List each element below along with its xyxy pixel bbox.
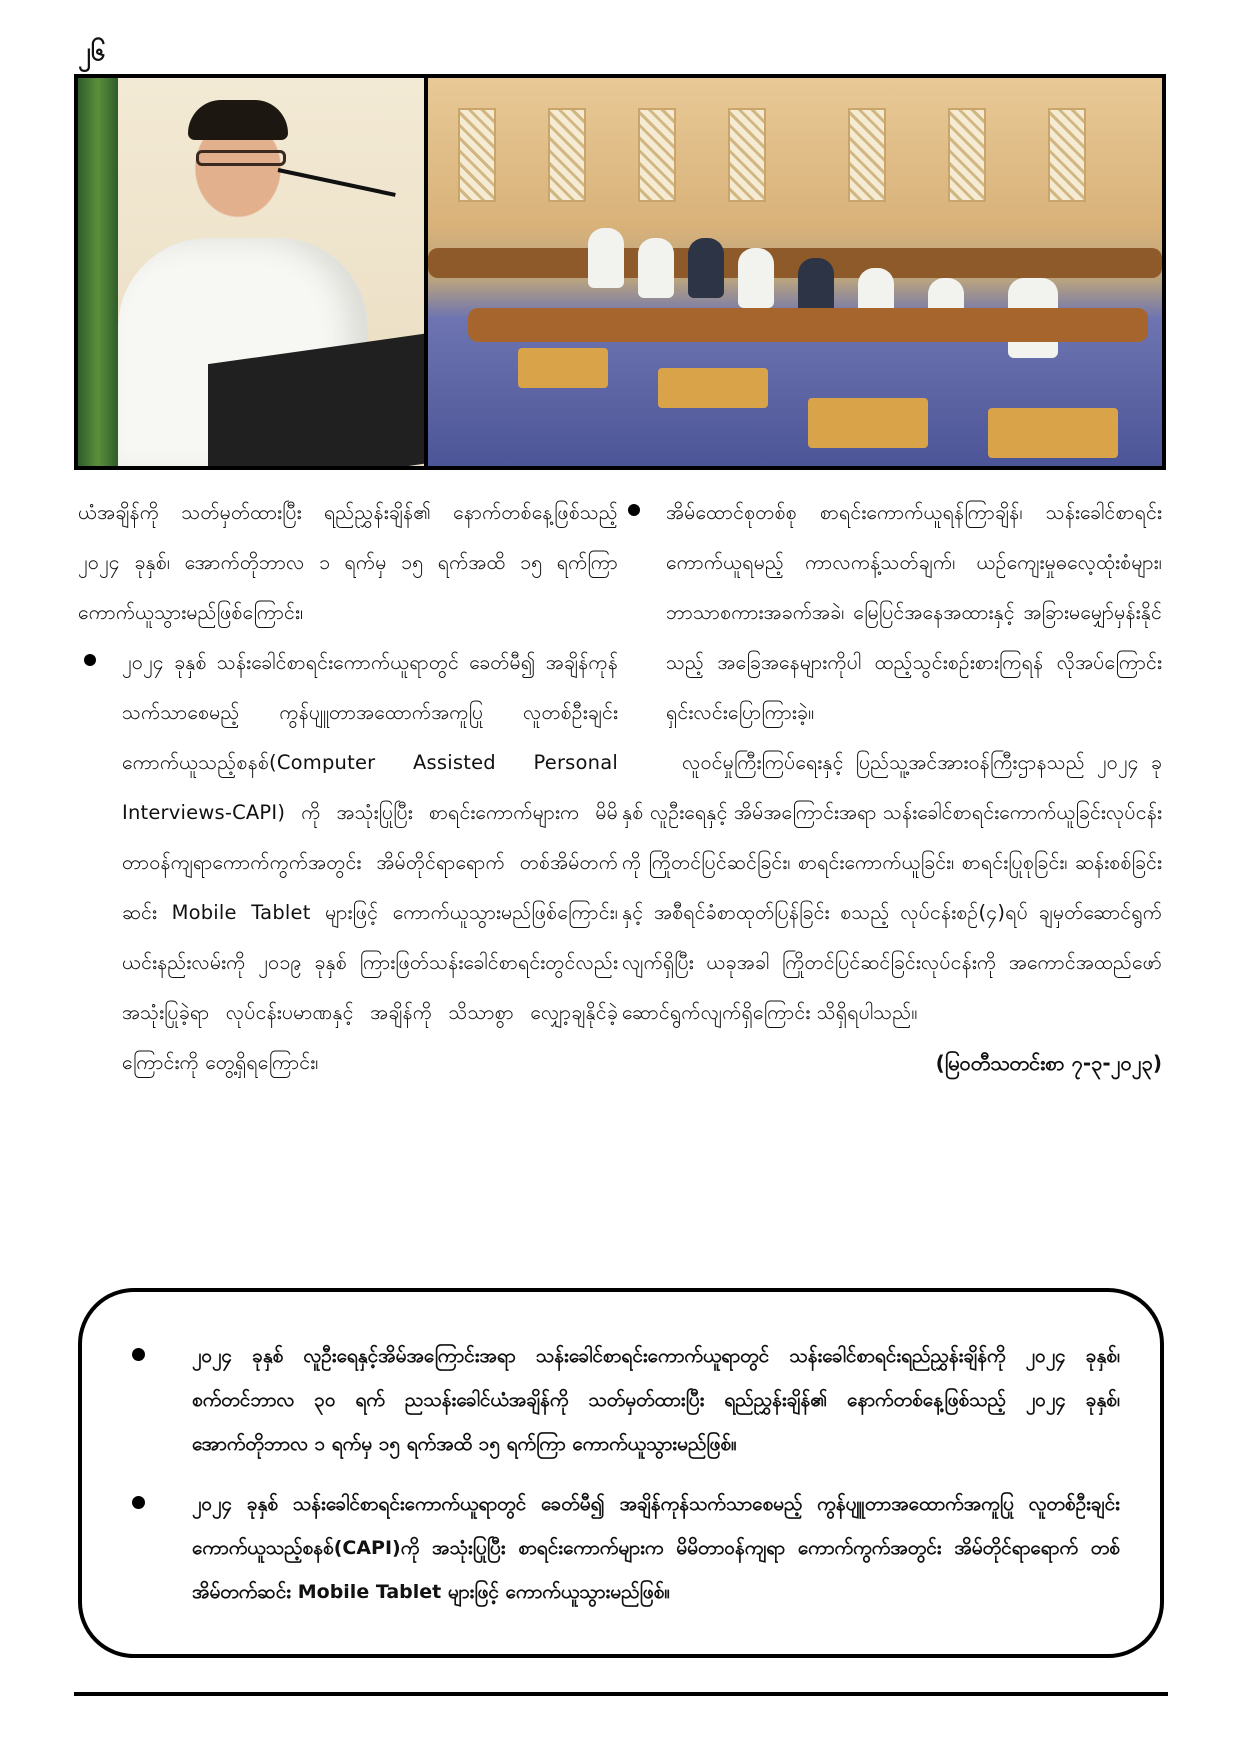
bullet-text: ၂၀၂၄ ခုနှစ် သန်းခေါင်စာရင်းကောက်ယူရာတွင် ခေတ်မီ၍ အချိန်ကုန်သက်သာစေမည့် ကွန်ပျူတာအထောက်အကူပြု လူတစ်ဦးချင်းကောက်ယူသည့်စနစ်(Computer Assisted Personal Interviews-CAPI) ကို အသုံးပြုပြီး စာရင်းကောက်များက မိမိတာဝန်ကျရာကောက်ကွက်အတွင်း အိမ်တိုင်ရာရောက် တစ်အိမ်တက်ဆင်း Mobile Tablet များဖြင့် ကောက်ယူသွားမည်ဖြစ်ကြောင်း၊ ယင်းနည်းလမ်းကို ၂၀၁၉ ခုနှစ် ကြားဖြတ်သန်းခေါင်စာရင်းတွင်လည်း အသုံးပြုခဲ့ရာ လုပ်ငန်းပမာဏနှင့် အချိန်ကို သိသာစွာ လျှော့ချနိုင်ခဲ့ကြောင်းကို တွေ့ရှိရကြောင်း၊ [122, 651, 618, 1074]
summary-item [132, 1334, 1120, 1466]
bullet-paragraph [622, 488, 1162, 738]
speaker-at-lectern-photo [78, 78, 428, 466]
bullet-icon [132, 1496, 145, 1509]
bullet-text: အိမ်ထောင်စုတစ်စု စာရင်းကောက်ယူရန်ကြာချိန်၊ သန်းခေါင်စာရင်းကောက်ယူရမည့် ကာလကန့်သတ်ချက်၊ ယဉ်ကျေးမှုဓလေ့ထုံးစံများ၊ ဘာသာစကားအခက်အခဲ၊ မြေပြင်အနေအထားနှင့် အခြားမမျှော်မှန်းနိုင်သည့် အခြေအနေများကိုပါ ထည့်သွင်းစဉ်းစားကြရန် လိုအပ်ကြောင်း ရှင်းလင်းပြောကြားခဲ့။ [666, 501, 1162, 724]
body-paragraph: လူဝင်မှုကြီးကြပ်ရေးနှင့် ပြည်သူ့အင်အားဝန်ကြီးဌာနသည် ၂၀၂၄ ခုနှစ် လူဦးရေနှင့် အိမ်အကြောင်းအရာ သန်းခေါင်စာရင်းကောက်ယူခြင်းလုပ်ငန်းကို ကြိုတင်ပြင်ဆင်ခြင်း၊ စာရင်းကောက်ယူခြင်း၊ စာရင်းပြုစုခြင်း၊ ဆန်းစစ်ခြင်းနှင့် အစီရင်ခံစာထုတ်ပြန်ခြင်း စသည့် လုပ်ငန်းစဉ်(၄)ရပ် ချမှတ်ဆောင်ရွက်လျက်ရှိပြီး ယခုအခါ ကြိုတင်ပြင်ဆင်ခြင်းလုပ်ငန်းကို အကောင်အထည်ဖော် ဆောင်ရွက်လျက်ရှိကြောင်း သိရှိရပါသည်။ [622, 751, 1162, 1024]
bullet-paragraph [78, 638, 618, 1088]
page-number: ၂၆ [78, 37, 106, 67]
summary-text: ၂၀၂၄ ခုနှစ် သန်းခေါင်စာရင်းကောက်ယူရာတွင် ခေတ်မီ၍ အချိန်ကုန်သက်သာစေမည့် ကွန်ပျူတာအထောက်အကူပြု လူတစ်ဦးချင်းကောက်ယူသည့်စနစ်(CAPI)ကို အသုံးပြုပြီး စာရင်းကောက်များက မိမိတာဝန်ကျရာ ကောက်ကွက်အတွင်း အိမ်တိုင်ရာရောက် တစ်အိမ်တက်ဆင်း Mobile Tablet များဖြင့် ကောက်ယူသွားမည်ဖြစ်။ [192, 1493, 1120, 1603]
article-left-column [78, 488, 618, 1088]
summary-box [78, 1288, 1164, 1658]
article-right-column [622, 488, 1162, 1088]
source-citation: (မြဝတီသတင်းစာ ၇-၃-၂၀၂၃) [935, 1051, 1162, 1075]
summary-item [132, 1482, 1120, 1614]
summary-text: ၂၀၂၄ ခုနှစ် လူဦးရေနှင့်အိမ်အကြောင်းအရာ သန်းခေါင်စာရင်းကောက်ယူရာတွင် သန်းခေါင်စာရင်းရည်ညွှန်းချိန်ကို ၂၀၂၄ ခုနှစ်၊ စက်တင်ဘာလ ၃၀ ရက် ညသန်းခေါင်ယံအချိန်ကို သတ်မှတ်ထားပြီး ရည်ညွှန်းချိန်၏ နောက်တစ်နေ့ဖြစ်သည့် ၂၀၂၄ ခုနှစ်၊ အောက်တိုဘာလ ၁ ရက်မှ ၁၅ ရက်အထိ ၁၅ ရက်ကြာ ကောက်ယူသွားမည်ဖြစ်။ [192, 1345, 1120, 1455]
audience-hall-photo [428, 78, 1162, 466]
bullet-icon [84, 654, 96, 666]
bullet-icon [132, 1348, 145, 1361]
photo-banner [74, 74, 1166, 470]
bullet-icon [628, 504, 640, 516]
footer-rule [74, 1692, 1168, 1696]
continued-paragraph: ယံအချိန်ကို သတ်မှတ်ထားပြီး ရည်ညွှန်းချိန်၏ နောက်တစ်နေ့ဖြစ်သည့် ၂၀၂၄ ခုနှစ်၊ အောက်တိုဘာလ ၁ ရက်မှ ၁၅ ရက်အထိ ၁၅ ရက်ကြာ ကောက်ယူသွားမည်ဖြစ်ကြောင်း၊ [78, 501, 618, 624]
